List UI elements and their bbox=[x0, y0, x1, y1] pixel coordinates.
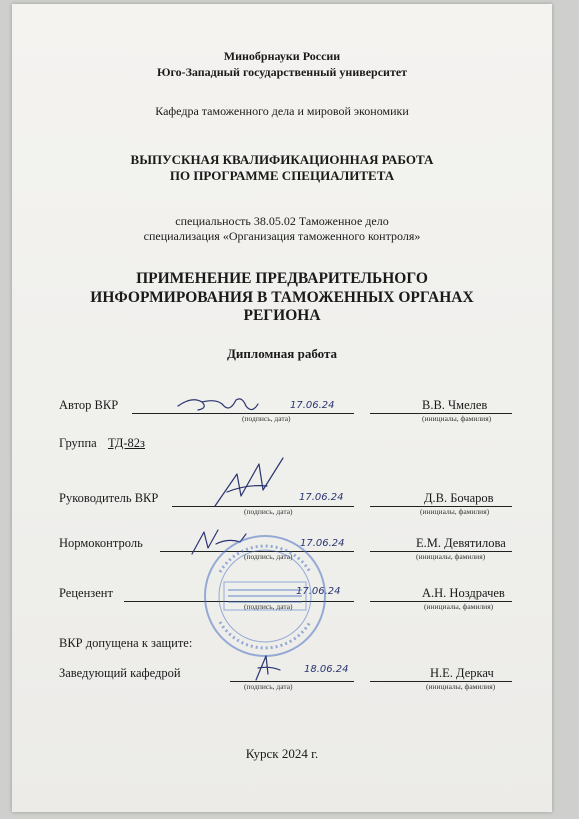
thesis-title-line2: ИНФОРМИРОВАНИЯ В ТАМОЖЕННЫХ ОРГАНАХ bbox=[90, 289, 474, 306]
supervisor-label: Руководитель ВКР bbox=[59, 491, 159, 505]
ministry-name: Минобрнауки России bbox=[223, 49, 341, 63]
normcontrol-name: Е.М. Девятилова bbox=[416, 536, 506, 550]
supervisor-name-caption: (инициалы, фамилия) bbox=[420, 507, 490, 516]
admitted-label: ВКР допущена к защите: bbox=[59, 636, 193, 650]
group-value: ТД-82з bbox=[108, 436, 145, 450]
head-name-caption: (инициалы, фамилия) bbox=[426, 682, 496, 691]
university-name: Юго-Западный государственный университет bbox=[156, 65, 408, 79]
head-label: Заведующий кафедрой bbox=[59, 666, 181, 680]
supervisor-signature bbox=[207, 456, 367, 512]
city-year: Курск 2024 г. bbox=[245, 746, 319, 761]
reviewer-name: А.Н. Ноздрачев bbox=[422, 586, 505, 600]
specialty: специальность 38.05.02 Таможенное дело bbox=[175, 214, 389, 228]
normcontrol-sign-caption: (подпись, дата) bbox=[244, 552, 293, 561]
head-signature bbox=[244, 648, 364, 684]
head-name: Н.Е. Деркач bbox=[430, 666, 494, 680]
normcontrol-label: Нормоконтроль bbox=[59, 536, 143, 550]
svg-text:17.06.24: 17.06.24 bbox=[290, 400, 335, 411]
specialization: специализация «Организация таможенного контроля» bbox=[143, 229, 421, 243]
thesis-title-line3: РЕГИОНА bbox=[243, 307, 321, 324]
author-sign-caption: (подпись, дата) bbox=[242, 414, 291, 423]
normcontrol-name-caption: (инициалы, фамилия) bbox=[416, 552, 486, 561]
reviewer-name-caption: (инициалы, фамилия) bbox=[424, 602, 494, 611]
work-type-line2: ПО ПРОГРАММЕ СПЕЦИАЛИТЕТА bbox=[169, 168, 395, 183]
work-type-line1: ВЫПУСКНАЯ КВАЛИФИКАЦИОННАЯ РАБОТА bbox=[130, 152, 434, 167]
group-label: Группа bbox=[59, 436, 97, 450]
author-label: Автор ВКР bbox=[59, 398, 119, 412]
thesis-title-line1: ПРИМЕНЕНИЕ ПРЕДВАРИТЕЛЬНОГО bbox=[136, 270, 428, 287]
supervisor-sign-caption: (подпись, дата) bbox=[244, 507, 293, 516]
department-name: Кафедра таможенного дела и мировой экономики bbox=[155, 104, 409, 118]
head-sign-caption: (подпись, дата) bbox=[244, 682, 293, 691]
svg-text:18.06.24: 18.06.24 bbox=[304, 664, 349, 675]
title-page bbox=[12, 4, 552, 812]
reviewer-label: Рецензент bbox=[59, 586, 113, 600]
thesis-subtitle: Дипломная работа bbox=[226, 346, 338, 361]
reviewer-sign-caption: (подпись, дата) bbox=[244, 602, 293, 611]
author-signature bbox=[172, 392, 352, 418]
author-name: В.В. Чмелев bbox=[422, 398, 488, 412]
supervisor-name: Д.В. Бочаров bbox=[424, 491, 494, 505]
author-name-caption: (инициалы, фамилия) bbox=[422, 414, 492, 423]
svg-text:17.06.24: 17.06.24 bbox=[300, 538, 345, 549]
svg-text:17.06.24: 17.06.24 bbox=[296, 586, 341, 597]
department-stamp bbox=[200, 532, 330, 660]
svg-text:17.06.24: 17.06.24 bbox=[299, 492, 344, 503]
